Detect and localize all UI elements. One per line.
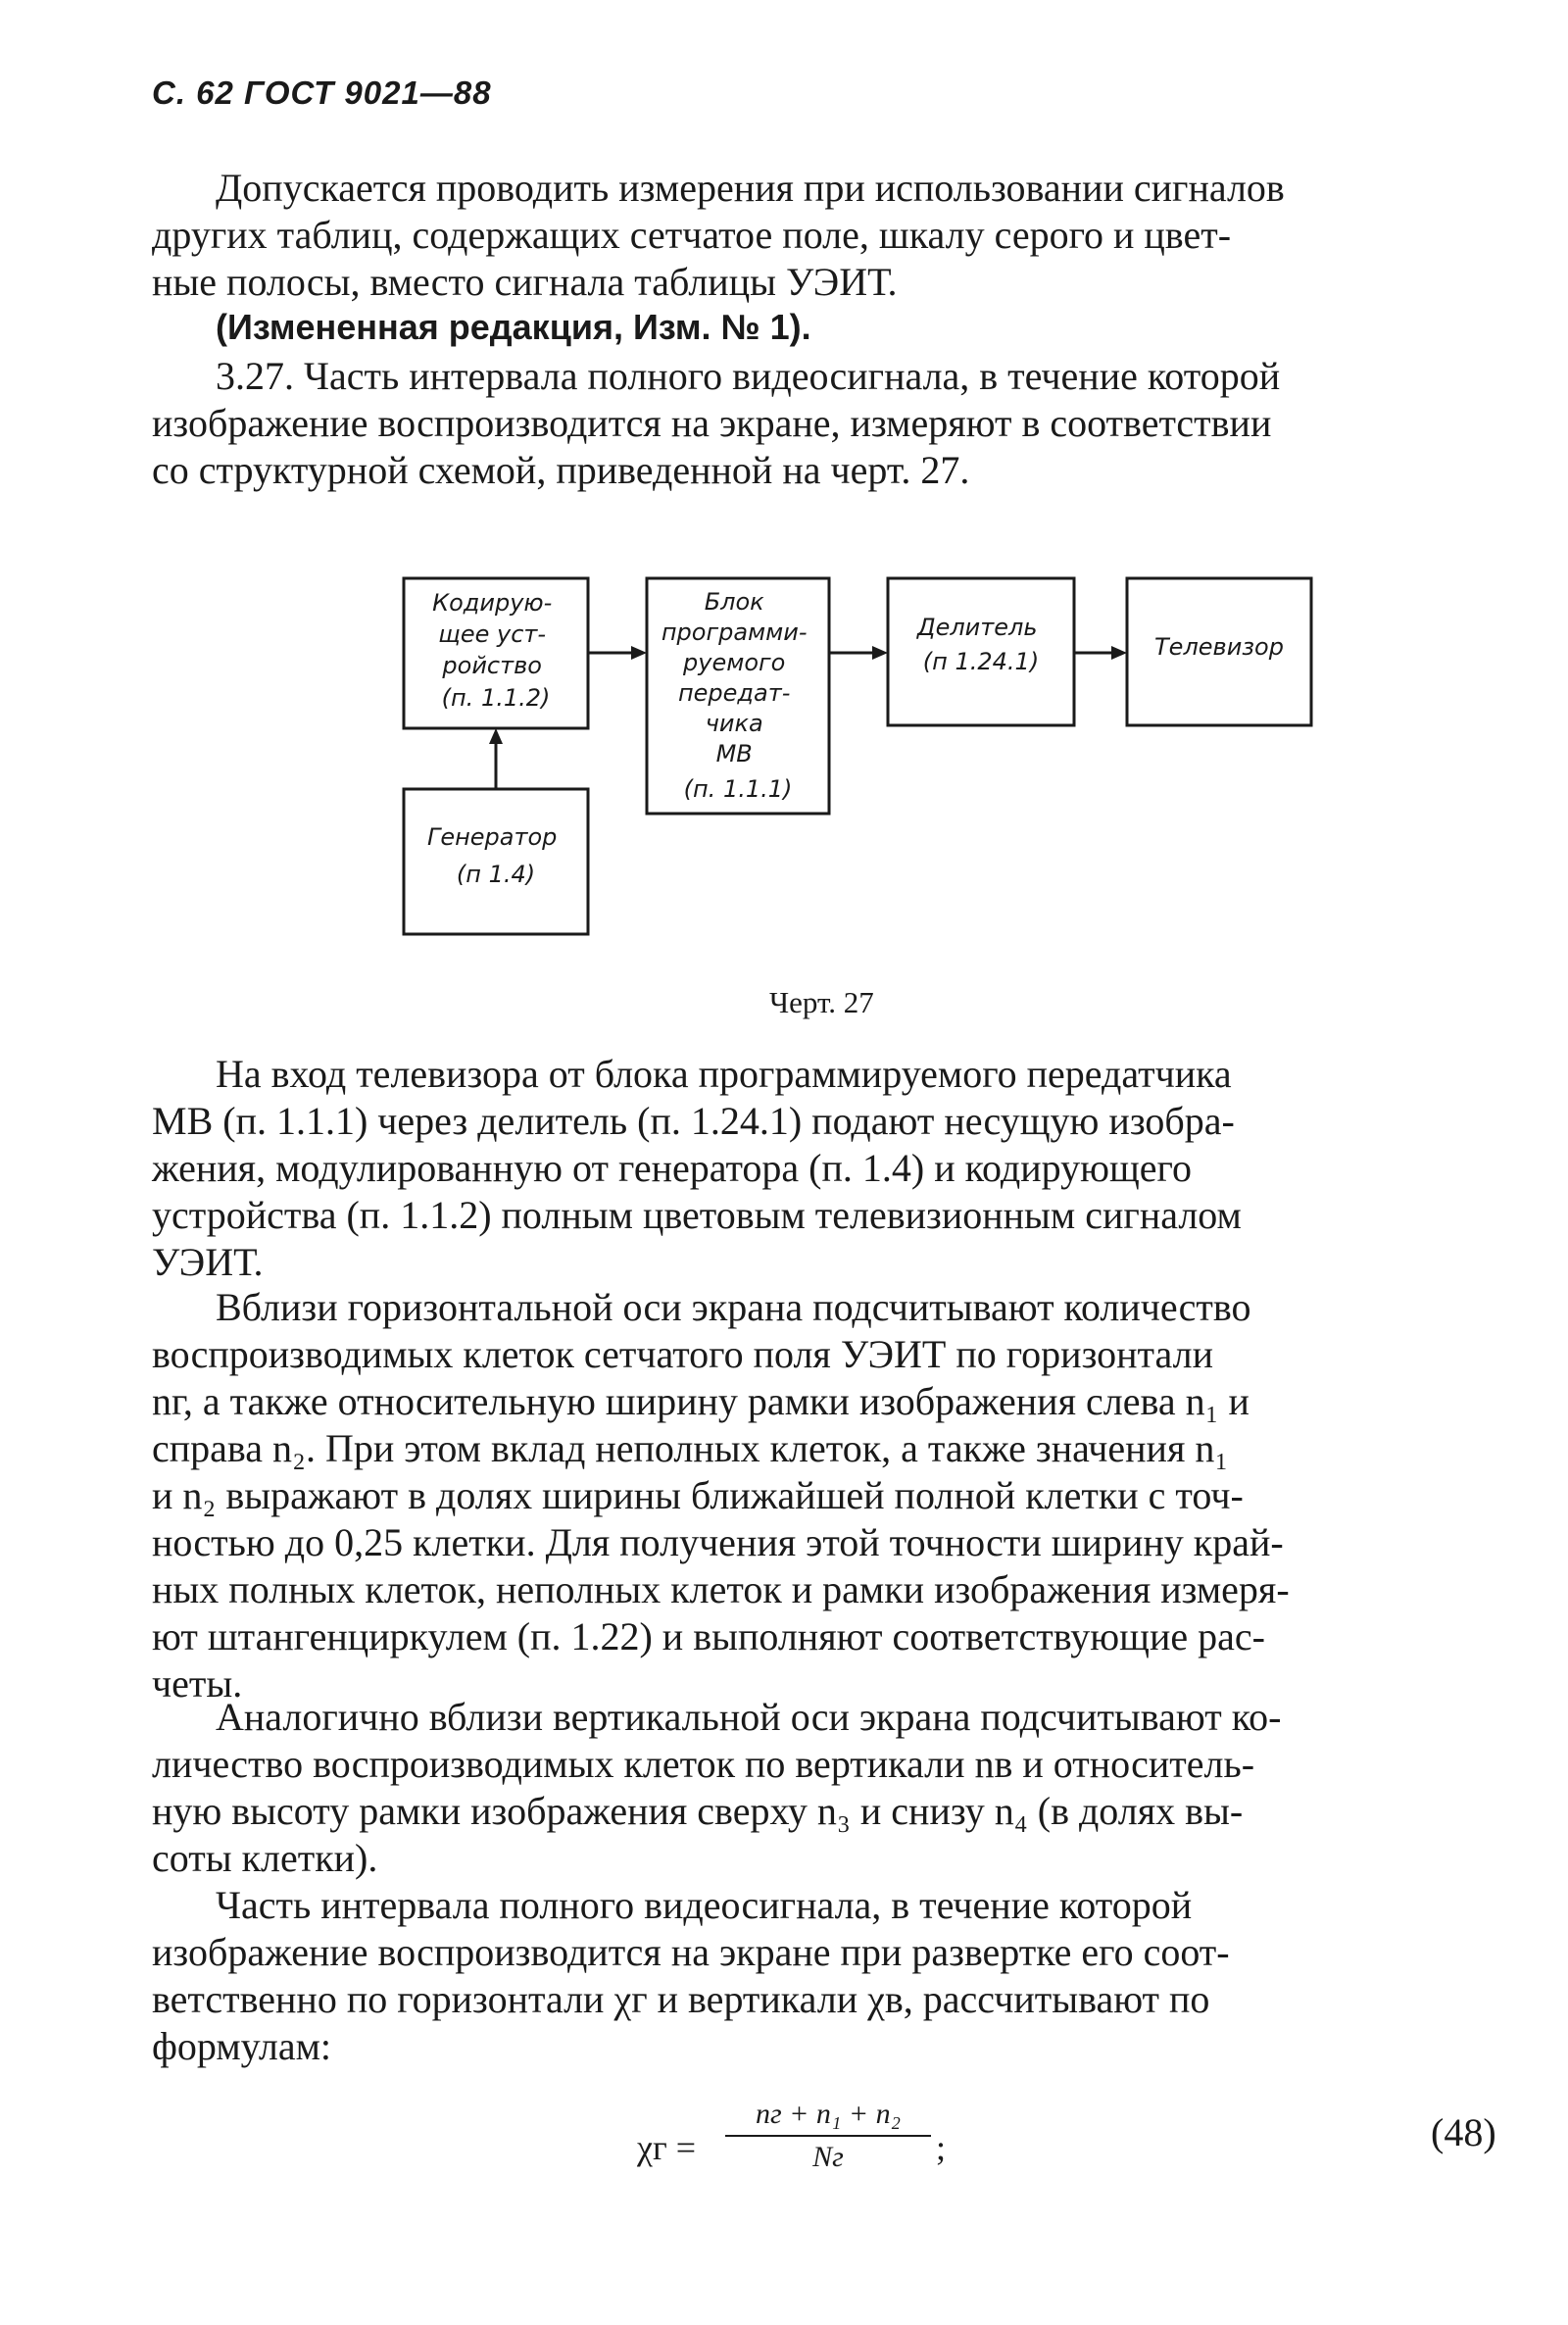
- coder-label-line: щее уст-: [438, 620, 547, 648]
- text-line: ностью до 0,25 клетки. Для получения этой точности ширину край-: [152, 1520, 1284, 1564]
- formula-suffix: ;: [936, 2128, 947, 2167]
- text-line: четы.: [152, 1661, 243, 1706]
- text-line: Аналогично вблизи вертикальной оси экрана подсчитывают ко-: [216, 1695, 1282, 1739]
- transmitter-label-line: чика: [705, 710, 763, 737]
- formula-numerator: nг + n₁ + n₂: [725, 2098, 931, 2137]
- block-diagram: [0, 0, 1568, 980]
- svg-text:Блок программи- ру: [662, 588, 814, 803]
- figure-caption: Черт. 27: [769, 985, 874, 1019]
- text-line: изображение воспроизводится на экране, измеряют в соответствии: [152, 401, 1272, 445]
- text-line: других таблиц, содержащих сетчатое поле, шкалу серого и цвет-: [152, 213, 1232, 257]
- text-line: Допускается проводить измерения при использовании сигналов: [216, 166, 1285, 210]
- text-line: и n₂ выражают в долях ширины ближайшей полной клетки с точ-: [152, 1473, 1244, 1517]
- text-line: со структурной схемой, приведенной на черт. 27.: [152, 448, 970, 492]
- text-line: справа n₂. При этом вклад неполных клеток, а также значения n₁: [152, 1426, 1229, 1470]
- svg-text:Делитель (п 1.24.1): [916, 614, 1045, 675]
- tv-block: [1127, 578, 1311, 725]
- formula-48: [637, 2098, 947, 2173]
- transmitter-label-line: МВ: [715, 740, 753, 767]
- formula-denominator: Nг: [812, 2141, 844, 2173]
- divider-block: [888, 578, 1074, 725]
- page-header: С. 62 ГОСТ 9021—88: [152, 74, 492, 111]
- arrowhead: [872, 646, 888, 660]
- text-line: жения, модулированную от генератора (п. 1.4) и кодирующего: [152, 1146, 1192, 1190]
- paragraph-formulas-intro: [152, 1882, 1524, 2070]
- paragraph-vertical: [152, 1694, 1524, 1882]
- arrowhead: [631, 646, 647, 660]
- text-line: ные полосы, вместо сигнала таблицы УЭИТ.: [152, 260, 898, 304]
- text-line: соты клетки).: [152, 1836, 378, 1880]
- text-line: ют штангенциркулем (п. 1.22) и выполняют соответствующие рас-: [152, 1614, 1265, 1658]
- text-line: формулам:: [152, 2024, 332, 2068]
- svg-text:Генератор (п 1.4): [427, 823, 564, 888]
- text-line: На вход телевизора от блока программируемого передатчика: [216, 1052, 1232, 1096]
- text-line: nг, а также относительную ширину рамки изображения слева n₁ и: [152, 1379, 1250, 1423]
- edition-note: (Измененная редакция, Изм. № 1).: [216, 307, 811, 347]
- transmitter-label-line: (п. 1.1.1): [683, 775, 793, 803]
- text-line: устройства (п. 1.1.2) полным цветовым телевизионным сигналом: [152, 1193, 1242, 1237]
- arrowhead: [489, 728, 503, 744]
- transmitter-label-line: передат-: [677, 679, 791, 707]
- coder-label-line: ройство: [442, 652, 542, 679]
- generator-label-line: Генератор: [426, 823, 558, 851]
- tv-label-line: Телевизор: [1154, 633, 1284, 661]
- transmitter-label-line: руемого: [683, 649, 786, 676]
- text-line: УЭИТ.: [152, 1240, 264, 1284]
- text-line: воспроизводимых клеток сетчатого поля УЭИТ по горизонтали: [152, 1332, 1213, 1376]
- formula-lhs: χг =: [637, 2128, 697, 2167]
- coder-label-line: Кодирую-: [432, 589, 553, 617]
- text-line: Часть интервала полного видеосигнала, в течение которой: [216, 1883, 1193, 1927]
- svg-text:Телевизор: [1154, 633, 1284, 661]
- paragraph-horizontal: [152, 1284, 1524, 1707]
- text-line: ветственно по горизонтали χг и вертикали χв, рассчитывают по: [152, 1977, 1210, 2021]
- text-line: ную высоту рамки изображения сверху n₃ и снизу n₄ (в долях вы-: [152, 1789, 1244, 1833]
- text-line: 3.27. Часть интервала полного видеосигнала, в течение которой: [216, 354, 1281, 398]
- formula-fraction: [725, 2098, 931, 2174]
- text-line: ных полных клеток, неполных клеток и рамки изображения измеря-: [152, 1567, 1290, 1611]
- generator-block: [404, 789, 588, 934]
- transmitter-block: [647, 578, 829, 814]
- arrowhead: [1111, 646, 1127, 660]
- paragraph-connection: [152, 1051, 1524, 1286]
- text-line: личество воспроизводимых клеток по вертикали nв и относитель-: [152, 1742, 1255, 1786]
- coder-block: [404, 578, 588, 728]
- text-line: изображение воспроизводится на экране при развертке его соот-: [152, 1930, 1230, 1974]
- divider-label-line: (п 1.24.1): [922, 648, 1040, 675]
- equation-number: (48): [1431, 2110, 1496, 2154]
- text-line: Вблизи горизонтальной оси экрана подсчитывают количество: [216, 1285, 1251, 1329]
- text-line: МВ (п. 1.1.1) через делитель (п. 1.24.1) подают несущую изобра-: [152, 1099, 1235, 1143]
- divider-label-line: Делитель: [916, 614, 1038, 641]
- generator-label-line: (п 1.4): [456, 861, 536, 888]
- svg-text:Кодирую- щее уст-: [432, 589, 560, 712]
- transmitter-label-line: программи-: [661, 618, 808, 646]
- coder-label-line: (п. 1.1.2): [441, 684, 551, 712]
- transmitter-label-line: Блок: [704, 588, 764, 616]
